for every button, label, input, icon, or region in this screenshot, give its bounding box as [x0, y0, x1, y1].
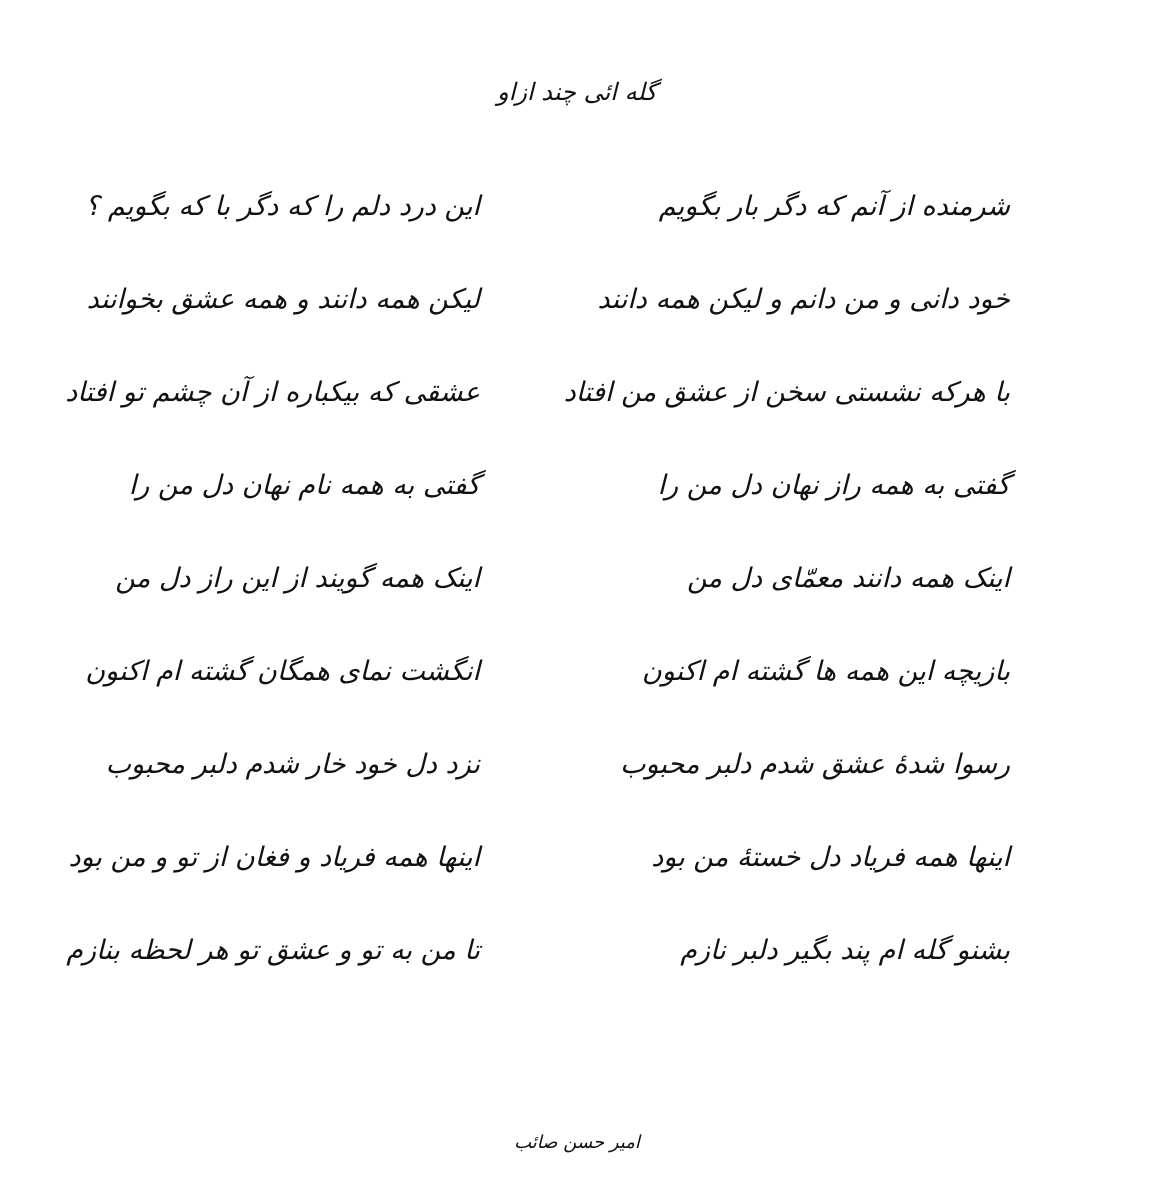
poem-body	[65, 160, 1010, 997]
couplet	[66, 904, 1010, 997]
hemistich-second: نزد دل خود خار شدم دلبر محبوب	[105, 748, 480, 780]
hemistich-second: این درد دلم را که دگر با که بگویم ؟	[84, 190, 480, 222]
hemistich-first: بشنو گله ام پند بگیر دلبر نازم	[680, 934, 1010, 966]
couplet	[86, 253, 1010, 346]
hemistich-first: اینک همه دانند معمّای دل من	[686, 562, 1010, 594]
hemistich-first: شرمنده از آنم که دگر بار بگویم	[658, 190, 1010, 222]
couplet	[68, 811, 1010, 904]
hemistich-second: اینها همه فریاد و فغان از تو و من بود	[68, 841, 480, 873]
hemistich-second: تا من به تو و عشق تو هر لحظه بنازم	[66, 934, 480, 966]
couplet	[128, 439, 1010, 532]
hemistich-second: انگشت نمای همگان گشته ام اکنون	[85, 655, 480, 687]
hemistich-second: گفتی به همه نام نهان دل من را	[128, 469, 480, 501]
couplet	[105, 718, 1010, 811]
couplet	[84, 160, 1010, 253]
poet-signature: امیر حسن صائب	[514, 1132, 640, 1153]
hemistich-second: اینک همه گویند از این راز دل من	[115, 562, 480, 594]
couplet	[85, 625, 1010, 718]
hemistich-first: با هرکه نشستی سخن از عشق من افتاد	[563, 376, 1010, 408]
hemistich-first: گفتی به همه راز نهان دل من را	[657, 469, 1010, 501]
couplet	[115, 532, 1010, 625]
couplet	[65, 346, 1010, 439]
hemistich-second: عشقی که بیکباره از آن چشم تو افتاد	[65, 376, 480, 408]
hemistich-first: خود دانی و من دانم و لیکن همه دانند	[597, 283, 1010, 315]
hemistich-first: بازیچه این همه ها گشته ام اکنون	[641, 655, 1010, 687]
hemistich-first: اینها همه فریاد دل خستهٔ من بود	[651, 841, 1010, 873]
hemistich-second: لیکن همه دانند و همه عشق بخوانند	[86, 283, 480, 315]
poem-title: گله ائی چند ازاو	[497, 78, 657, 106]
hemistich-first: رسوا شدهٔ عشق شدم دلبر محبوب	[620, 748, 1010, 780]
